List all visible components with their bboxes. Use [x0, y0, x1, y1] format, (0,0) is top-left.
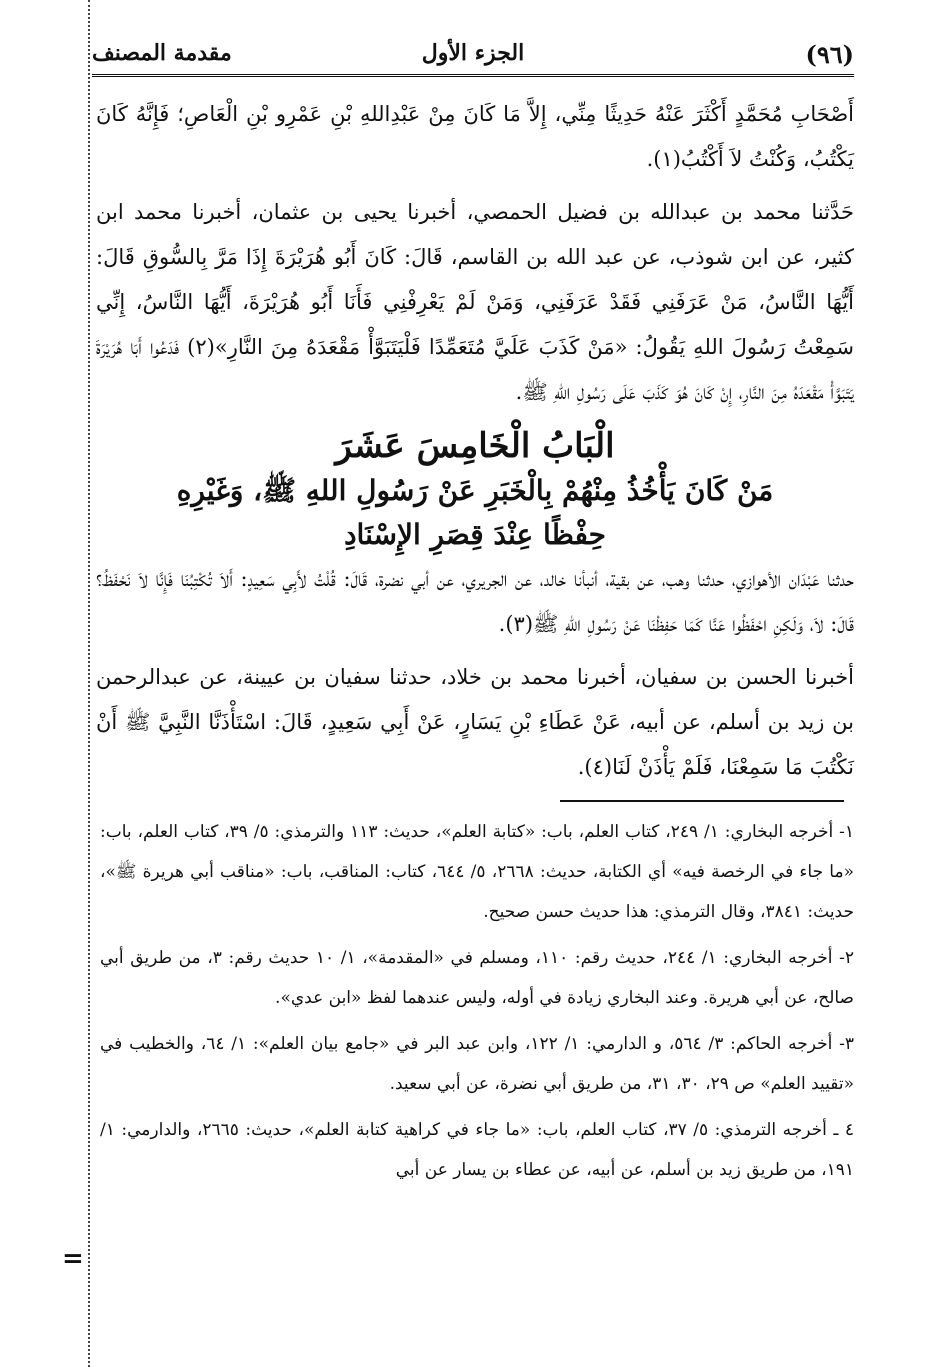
chapter-number: الْبَابُ الْخَامِسَ عَشَرَ: [335, 426, 615, 466]
volume-title: الجزء الأول: [421, 40, 525, 66]
main-text: [96, 92, 854, 798]
page-header: [92, 36, 854, 72]
section-title: مقدمة المصنف: [92, 40, 232, 66]
footnote-3: ٣- أخرجه الحاكم: ٣/ ٥٦٤، و الدارمي: ١/ ١٢٢، وابن عبد البر في «جامع بيان العلم»: ١/ ٦٤، والخطيب في «تقييد العلم» ص ٢٩، ٣٠، ٣١، من طريق أبي نضرة، عن أبي سعيد.: [100, 1034, 854, 1094]
paragraph-3: حدثنا عَبْدَان الأهوازي، حدثنا وهب، عن بقية، أنبأنا خالد، عن الجريري، عن أبي نضرة، قَالَ: قُلْتُ لأَبِي سَعِيدٍ: أَلاَ تُكْتِبُنَا فَإِنَّا لاَ نَحْفَظُ؟ قَالَ: لاَ، وَلَكِنِ احْفَظُوا عَنَّا كَمَا حَفِظْنَا عَنْ رَسُولِ اللهِ ﷺ(٣).: [96, 567, 854, 636]
page-number: (٩٦): [805, 40, 854, 69]
chapter-heading: [96, 423, 854, 557]
chapter-title-line-1: مَنْ كَانَ يَأْخُذُ مِنْهُمْ بِالْخَبَرِ عَنْ رَسُولِ اللهِ ﷺ، وَغَيْرِهِ: [176, 474, 774, 507]
header-rule: [92, 74, 854, 77]
footnotes: [100, 812, 854, 1196]
footnote-4: ٤ ـ أخرجه الترمذي: ٥/ ٣٧، كتاب العلم، باب: «ما جاء في كراهية كتابة العلم»، حديث: ٢٦٦٥، والدارمي: ١/ ١٩١، من طريق زيد بن أسلم، عن أبيه، عن عطاء بن يسار عن أبي: [100, 1120, 854, 1180]
paragraph-4: أخبرنا الحسن بن سفيان، أخبرنا محمد بن خلاد، حدثنا سفيان بن عيينة، عن عبدالرحمن بن زيد بن أسلم، عن أبيه، عَنْ عَطَاءِ بْنِ يَسَارٍ، عَنْ أَبِي سَعِيدٍ، قَالَ: اسْتَأْذَنَّا النَّبِيَّ ﷺ أَنْ نَكْتُبَ مَا سَمِعْنَا، فَلَمْ يَأْذَنْ لَنَا(٤).: [96, 665, 854, 779]
paragraph-2: حَدَّثنا محمد بن عبدالله بن فضيل الحمصي، أخبرنا يحيى بن عثمان، أخبرنا محمد ابن كثير، عن ابن شوذب، عن عبد الله بن القاسم، قَالَ: كَانَ أَبُو هُرَيْرَةَ إِذَا مَرَّ بِالسُّوقِ قَالَ: أَيُّهَا النَّاسُ، مَنْ عَرَفَنِي فَقَدْ عَرَفَنِي، وَمَنْ لَمْ يَعْرِفْنِي فَأَنَا أَبُو هُرَيْرَةَ، أَيُّهَا النَّاسُ، إِنِّي سَمِعْتُ رَسُولَ اللهِ يَقُولُ: «مَنْ كَذَبَ عَلَيَّ مُتَعَمِّدًا فَلْيَتَبَوَّأْ مَقْعَدَهُ مِنَ النَّارِ»(٢) فَدَعُوا أَبَا هُرَيْرَةَ يَتَبَوَّأْ مَقْعَدَهُ مِنَ النَّارِ، إِنْ كَانَ هُوَ كَذَبَ عَلَى رَسُولِ اللهِ ﷺ.: [96, 200, 854, 404]
footnote-rule: [560, 800, 844, 802]
page-binding-edge: [88, 0, 90, 1367]
footnote-2: ٢- أخرجه البخاري: ١/ ٢٤٤، حديث رقم: ١١٠، ومسلم في «المقدمة»، ١/ ١٠ حديث رقم: ٣، من طريق أبي صالح، عن أبي هريرة. وعند البخاري زيادة في أوله، وليس عندهما لفظ «ابن عدي».: [100, 948, 854, 1008]
chapter-title-line-2: حِفْظًا عِنْدَ قِصَرِ الإِسْنَادِ: [344, 518, 606, 551]
continuation-mark: =: [62, 1244, 84, 1274]
paragraph-1: أَصْحَابِ مُحَمَّدٍ أَكْثَرَ عَنْهُ حَدِيثًا مِنِّي، إِلاَّ مَا كَانَ مِنْ عَبْدِاللهِ بْنِ عَمْرِو بْنِ الْعَاصِ؛ فَإِنَّهُ كَانَ يَكْتُبُ، وَكُنْتُ لاَ أَكْتُبُ(١).: [96, 102, 854, 171]
footnote-1: ١- أخرجه البخاري: ١/ ٢٤٩، كتاب العلم، باب: «كتابة العلم»، حديث: ١١٣ والترمذي: ٥/ ٣٩، كتاب العلم، باب: «ما جاء في الرخصة فيه» أي الكتابة، حديث: ٢٦٦٨، ٥/ ٦٤٤، كتاب: المناقب، باب: «مناقب أبي هريرة ﷺ»، حديث: ٣٨٤١، وقال الترمذي: هذا حديث حسن صحيح.: [100, 822, 855, 922]
